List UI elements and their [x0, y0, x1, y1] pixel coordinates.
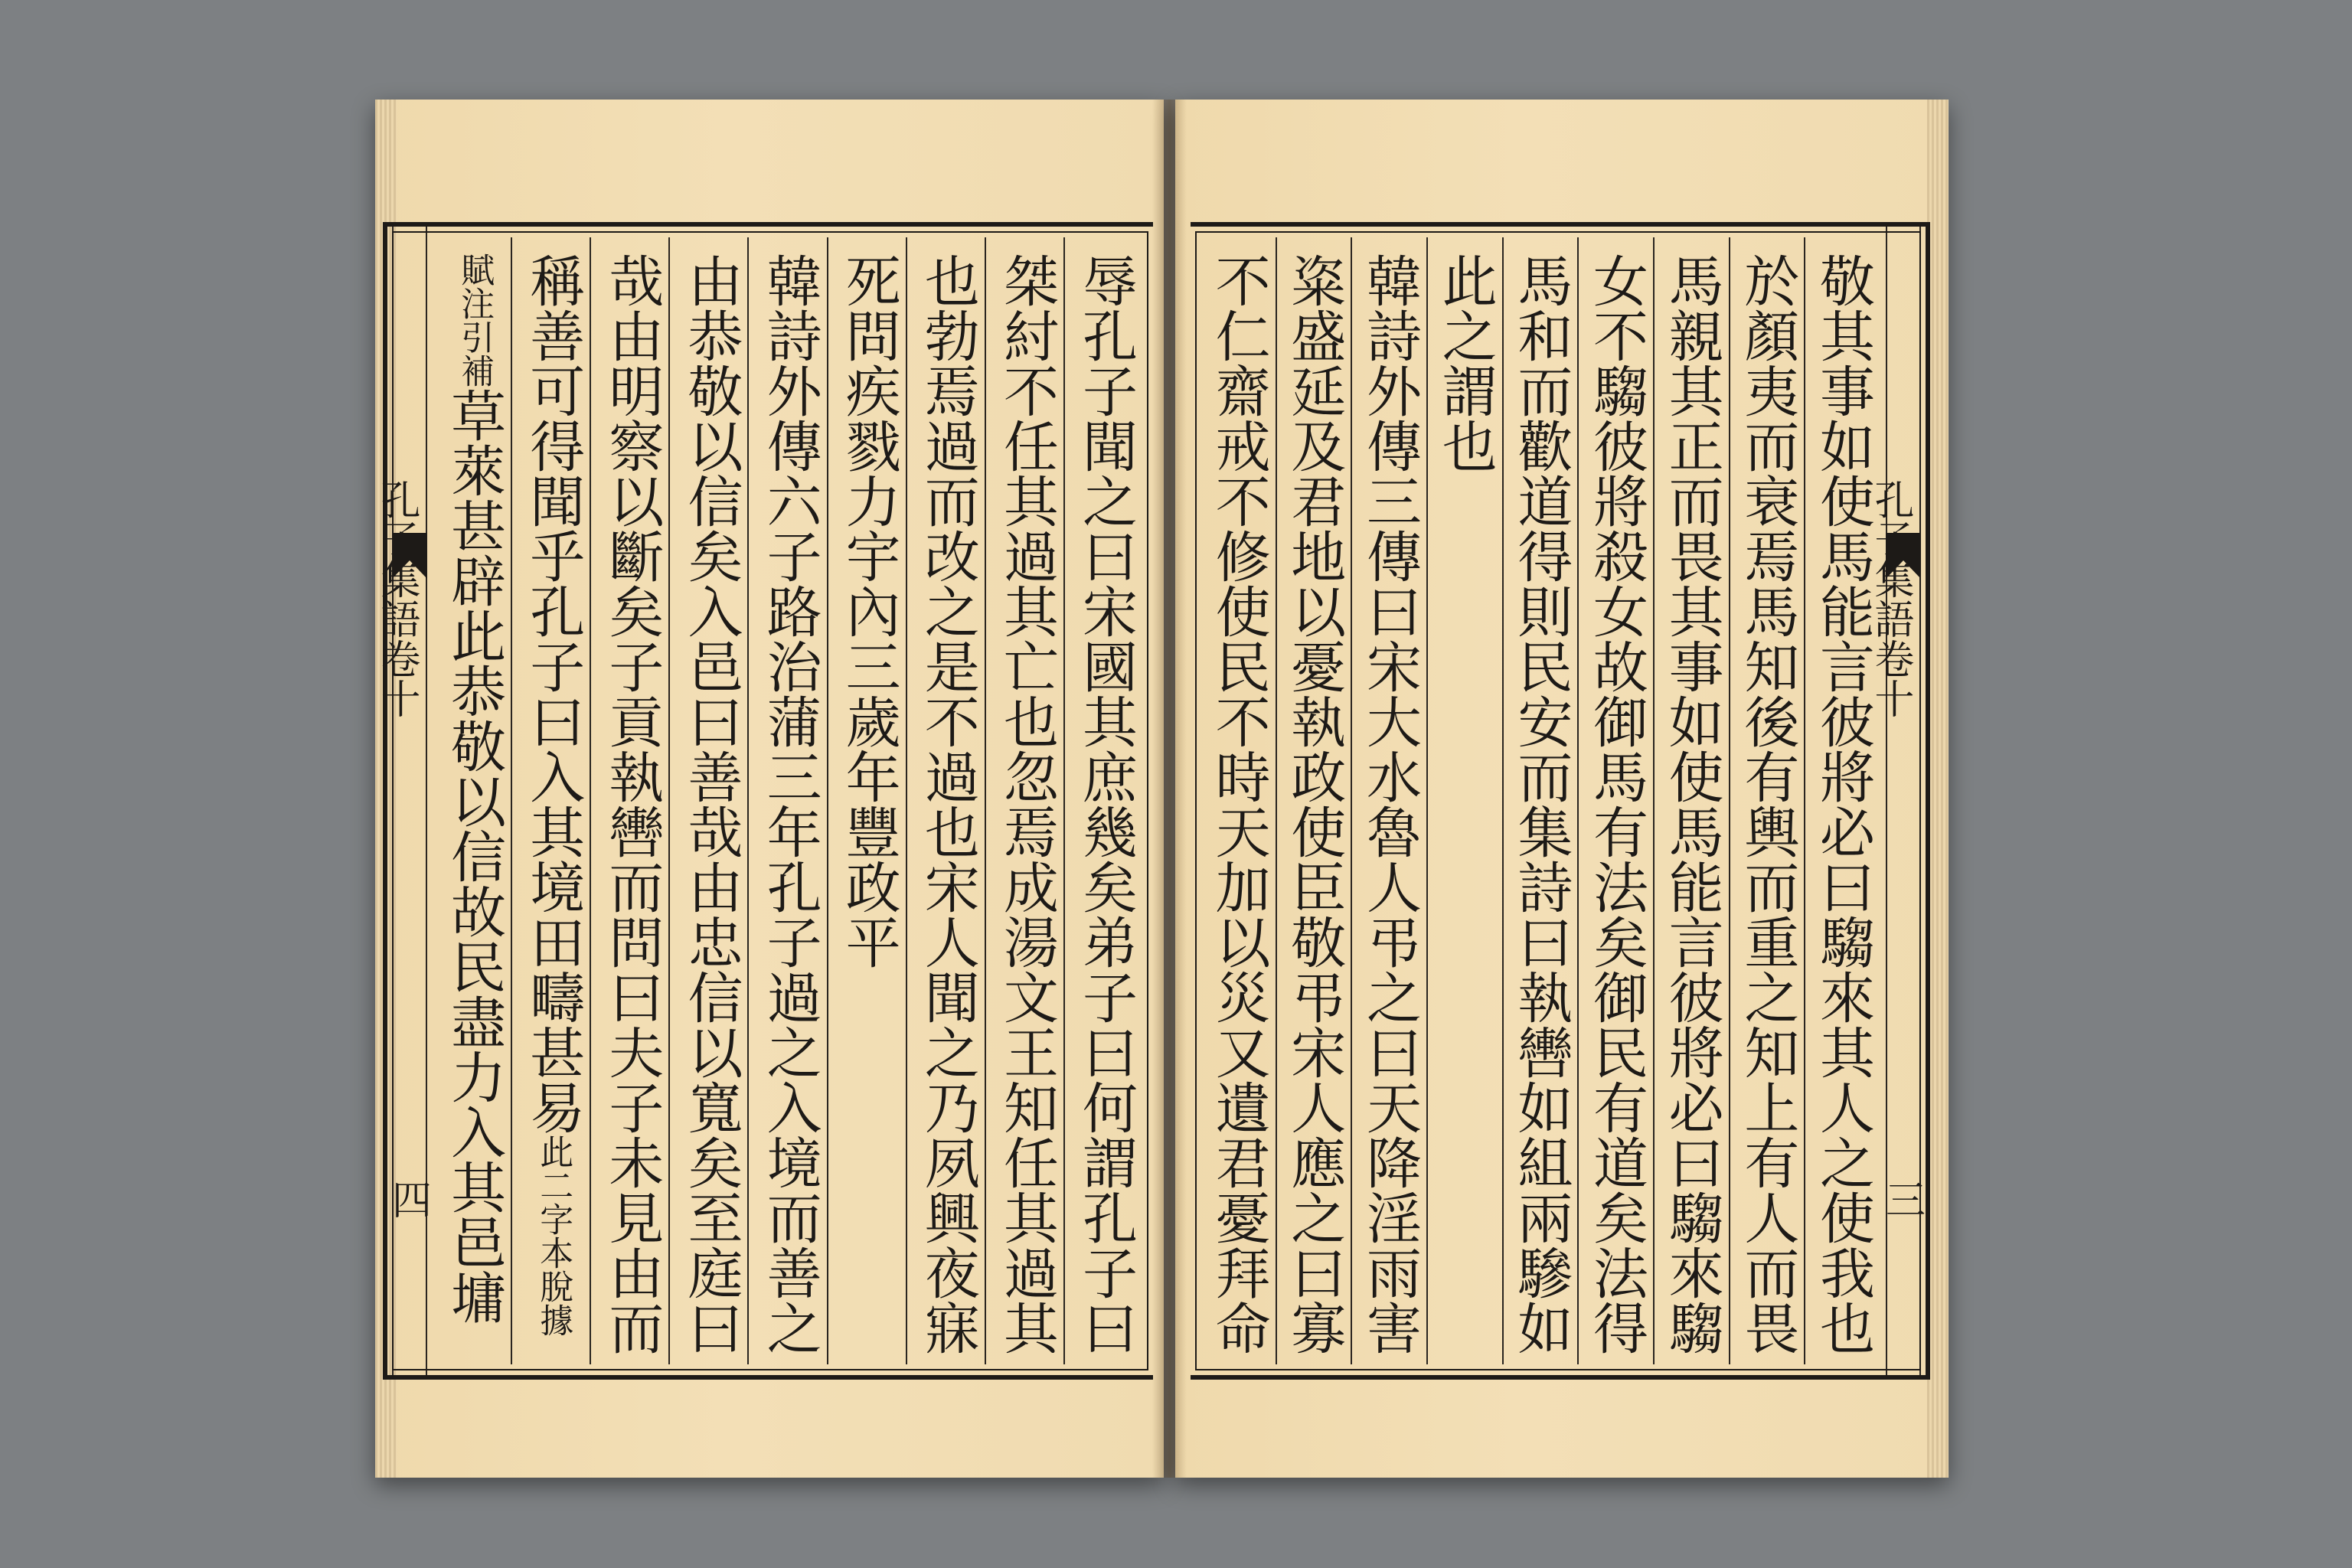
left-folio: 四	[392, 1178, 433, 1224]
text-column: 粢盛延及君地以憂執政使臣敬弔宋人應之曰寡	[1276, 237, 1351, 1364]
text-column-with-note	[433, 237, 511, 1364]
left-fishtail-mark	[392, 533, 427, 579]
right-folio: 三	[1886, 1178, 1926, 1224]
text-column: 馬和而歡道得則民安而集詩曰執轡如組兩驂如	[1502, 237, 1578, 1364]
right-text-frame	[1191, 222, 1930, 1380]
text-column: 韓詩外傳六子路治蒲三年孔子過之入境而善之	[747, 237, 826, 1364]
text-column-main: 草萊甚辟此恭敬以信故民盡力入其邑墉	[442, 387, 507, 1325]
text-column-main: 稱善可得聞乎孔子曰入其境田疇甚易	[521, 253, 586, 1135]
book-gutter	[1152, 100, 1187, 1478]
text-column-with-note	[511, 237, 590, 1364]
text-column: 女不騶彼將殺女故御馬有法矣御民有道矣法得	[1577, 237, 1653, 1364]
text-column: 辱孔子聞之曰宋國其庶幾矣弟子曰何謂孔子曰	[1063, 237, 1142, 1364]
right-text-columns	[1201, 237, 1880, 1364]
right-fishtail-mark	[1886, 533, 1921, 579]
left-banner-title: 孔子集語卷十	[392, 227, 427, 1375]
text-column: 哉由明察以斷矣子貢執轡而問曰夫子未見由而	[590, 237, 668, 1364]
text-column: 由恭敬以信矣入邑曰善哉由忠信以寬矣至庭曰	[668, 237, 747, 1364]
right-page-edges	[1927, 100, 1949, 1478]
left-text-frame	[374, 222, 1153, 1380]
text-column: 韓詩外傳三傳曰宋大水魯人弔之曰天降淫雨害	[1351, 237, 1426, 1364]
text-column: 桀紂不任其過其亡也忽焉成湯文王知任其過其	[985, 237, 1063, 1364]
text-column: 馬親其正而畏其事如使馬能言彼將必曰騶來騶	[1653, 237, 1729, 1364]
right-banner-title: 孔子集語卷十	[1886, 227, 1921, 1375]
text-column: 死問疾戮力宇內三歲年豐政平	[827, 237, 906, 1364]
text-column: 敬其事如使馬能言彼將必曰騶來其人之使我也	[1804, 237, 1880, 1364]
text-column: 也勃焉過而改之是不過也宋人聞之乃夙興夜寐	[906, 237, 985, 1364]
commentary-note: 此二字本脫據	[534, 1135, 573, 1337]
text-column: 於顏夷而衰焉馬知後有輿而重之知上有人而畏	[1729, 237, 1805, 1364]
commentary-note: 賦注引補	[455, 253, 495, 387]
text-column: 不仁齋戒不修使民不時天加以災又遺君憂拜命	[1206, 253, 1271, 1355]
text-column: 此之謂也	[1426, 237, 1502, 1364]
left-text-columns	[433, 237, 1142, 1364]
